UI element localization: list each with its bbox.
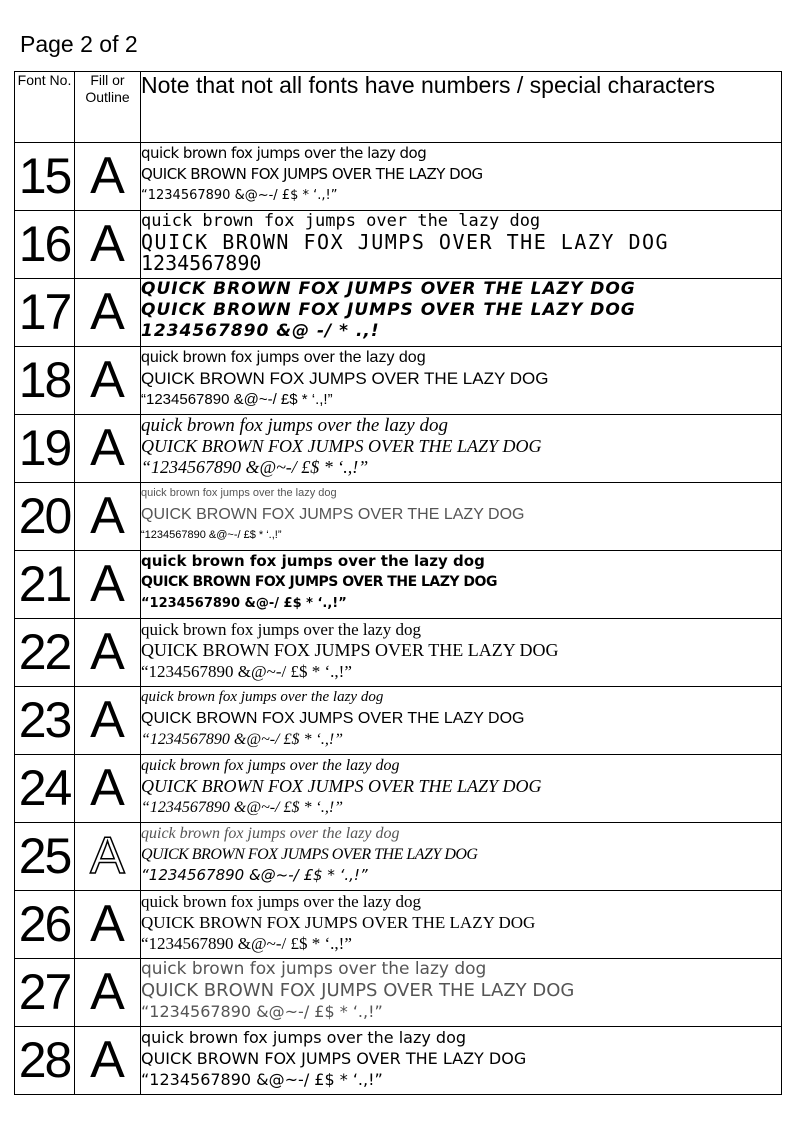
font-row-27 (15, 959, 782, 1027)
style-letter: A (90, 215, 125, 273)
font-row-24 (15, 755, 782, 823)
font-sample-cell (141, 279, 782, 347)
table-header-row (15, 72, 782, 143)
font-number: 19 (15, 415, 75, 483)
font-row-21 (15, 551, 782, 619)
style-letter: A (90, 283, 125, 341)
style-letter: A (90, 419, 125, 477)
sample-lowercase: quick brown fox jumps over the lazy dog (141, 211, 541, 231)
font-row-23 (15, 687, 782, 755)
header-fill-outline: Fill or Outline (75, 72, 141, 143)
font-sample-cell (141, 891, 782, 959)
font-number: 17 (15, 279, 75, 347)
page-title: Page 2 of 2 (20, 31, 138, 57)
sample-lowercase: quick brown fox jumps over the lazy dog (141, 892, 421, 911)
font-sample-cell (141, 1027, 782, 1095)
font-row-16 (15, 211, 782, 279)
font-sample-cell (141, 687, 782, 755)
font-number: 27 (15, 959, 75, 1027)
sample-uppercase: QUICK BROWN FOX JUMPS OVER THE LAZY DOG (141, 640, 559, 660)
font-row-25 (15, 823, 782, 891)
style-letter: A (90, 623, 125, 681)
sample-numbers: 1234567890 (141, 253, 262, 274)
font-number: 21 (15, 551, 75, 619)
font-sample-cell (141, 959, 782, 1027)
fill-style-sample (75, 279, 141, 347)
font-sample-cell (141, 483, 782, 551)
sample-lowercase: quick brown fox jumps over the lazy dog (141, 959, 487, 979)
fill-style-sample (75, 347, 141, 415)
fill-style-sample (75, 959, 141, 1027)
sample-uppercase: QUICK BROWN FOX JUMPS OVER THE LAZY DOG (141, 710, 525, 727)
sample-lowercase: QUICK BROWN FOX JUMPS OVER THE LAZY DOG (141, 279, 636, 299)
header-note: Note that not all fonts have numbers / special characters (141, 72, 782, 143)
sample-uppercase: QUICK BROWN FOX JUMPS OVER THE LAZY DOG (141, 506, 525, 523)
style-letter: A (90, 963, 125, 1021)
font-sample-cell (141, 211, 782, 279)
font-number: 24 (15, 755, 75, 823)
sample-uppercase: QUICK BROWN FOX JUMPS OVER THE LAZY DOG (141, 980, 575, 1001)
font-number: 15 (15, 143, 75, 211)
sample-lowercase: quick brown fox jumps over the lazy dog (141, 757, 400, 774)
sample-numbers: “1234567890 &@~-/ £$ * ‘.,!” (141, 662, 352, 681)
font-number: 20 (15, 483, 75, 551)
font-number: 23 (15, 687, 75, 755)
font-number: 26 (15, 891, 75, 959)
sample-lowercase: quick brown fox jumps over the lazy dog (141, 144, 427, 162)
sample-uppercase: QUICK BROWN FOX JUMPS OVER THE LAZY DOG (141, 436, 542, 456)
sample-uppercase: QUICK BROWN FOX JUMPS OVER THE LAZY DOG (141, 1049, 527, 1068)
fill-style-sample (75, 415, 141, 483)
style-letter: A (90, 147, 125, 205)
font-row-19 (15, 415, 782, 483)
sample-numbers: 1234567890 &@ -/ * .,! (141, 321, 380, 341)
fill-style-sample (75, 619, 141, 687)
font-row-20 (15, 483, 782, 551)
sample-lowercase: quick brown fox jumps over the lazy dog (141, 689, 384, 705)
font-row-26 (15, 891, 782, 959)
font-row-28 (15, 1027, 782, 1095)
style-letter: A (90, 895, 125, 953)
sample-numbers: “1234567890 &@~-/ £$ * ‘.,!” (141, 1002, 383, 1021)
sample-numbers: “1234567890 &@~-/ £$ * ‘.,!” (141, 799, 344, 816)
sample-uppercase: QUICK BROWN FOX JUMPS OVER THE LAZY DOG (141, 300, 636, 320)
sample-lowercase: quick brown fox jumps over the lazy dog (141, 620, 421, 639)
style-letter: A (90, 351, 125, 409)
sample-numbers: “1234567890 &@~-/ £$ * ‘.,!” (141, 731, 344, 748)
sample-numbers: “1234567890 &@~-/ £$ * ‘.,!” (141, 457, 369, 477)
fill-style-sample (75, 687, 141, 755)
fill-style-sample (75, 1027, 141, 1095)
sample-uppercase: QUICK BROWN FOX JUMPS OVER THE LAZY DOG (141, 846, 478, 863)
font-sample-cell (141, 347, 782, 415)
font-number: 25 (15, 823, 75, 891)
font-sample-cell (141, 143, 782, 211)
style-letter: A (90, 691, 125, 749)
fill-style-sample (75, 143, 141, 211)
font-sample-cell (141, 755, 782, 823)
font-row-15 (15, 143, 782, 211)
font-sample-cell (141, 619, 782, 687)
fill-style-sample (75, 551, 141, 619)
font-sample-cell (141, 415, 782, 483)
sample-uppercase: QUICK BROWN FOX JUMPS OVER THE LAZY DOG (141, 165, 483, 183)
font-number: 16 (15, 211, 75, 279)
font-number: 22 (15, 619, 75, 687)
font-sample-table (14, 71, 782, 1095)
sample-numbers: “1234567890 &@~-/ £$ * ‘.,!” (141, 188, 338, 203)
style-letter: A (90, 555, 125, 613)
sample-uppercase: QUICK BROWN FOX JUMPS OVER THE LAZY DOG (141, 776, 542, 796)
fill-style-sample (75, 891, 141, 959)
font-rows (15, 143, 782, 1095)
fill-style-sample (75, 483, 141, 551)
sample-uppercase: QUICK BROWN FOX JUMPS OVER THE LAZY DOG (141, 574, 497, 590)
font-sample-cell (141, 551, 782, 619)
style-letter: A (90, 1031, 125, 1089)
sample-numbers: “1234567890 &@~-/ £$ * ‘.,!” (141, 866, 368, 884)
sample-uppercase: QUICK BROWN FOX JUMPS OVER THE LAZY DOG (141, 913, 536, 932)
header-font-no: Font No. (15, 72, 75, 143)
font-row-22 (15, 619, 782, 687)
style-letter: A (90, 827, 125, 885)
sample-numbers: “1234567890 &@~-/ £$ * ‘.,!” (141, 391, 333, 408)
style-letter: A (90, 759, 125, 817)
outline-style-sample (75, 823, 141, 891)
font-number: 28 (15, 1027, 75, 1095)
font-number: 18 (15, 347, 75, 415)
sample-uppercase: QUICK BROWN FOX JUMPS OVER THE LAZY DOG (141, 232, 670, 253)
sample-numbers: “1234567890 &@-/ £$ * ‘.,!” (141, 596, 347, 611)
sample-lowercase: quick brown fox jumps over the lazy dog (141, 1028, 467, 1047)
font-row-17 (15, 279, 782, 347)
fill-style-sample (75, 211, 141, 279)
sample-numbers: “1234567890 &@~-/ £$ * ‘.,!” (141, 934, 352, 953)
style-letter: A (90, 487, 125, 545)
sample-lowercase: quick brown fox jumps over the lazy dog (141, 825, 400, 842)
fill-style-sample (75, 755, 141, 823)
sample-uppercase: QUICK BROWN FOX JUMPS OVER THE LAZY DOG (141, 369, 549, 388)
sample-lowercase: quick brown fox jumps over the lazy dog (141, 487, 337, 499)
sample-lowercase: quick brown fox jumps over the lazy dog (141, 552, 485, 570)
font-row-18 (15, 347, 782, 415)
sample-lowercase: quick brown fox jumps over the lazy dog (141, 415, 448, 436)
sample-numbers: “1234567890 &@~-/ £$ * ‘.,!” (141, 1070, 383, 1089)
sample-numbers: “1234567890 &@~-/ £$ * ‘.,!” (141, 529, 282, 541)
font-sample-cell (141, 823, 782, 891)
sample-lowercase: quick brown fox jumps over the lazy dog (141, 349, 426, 366)
